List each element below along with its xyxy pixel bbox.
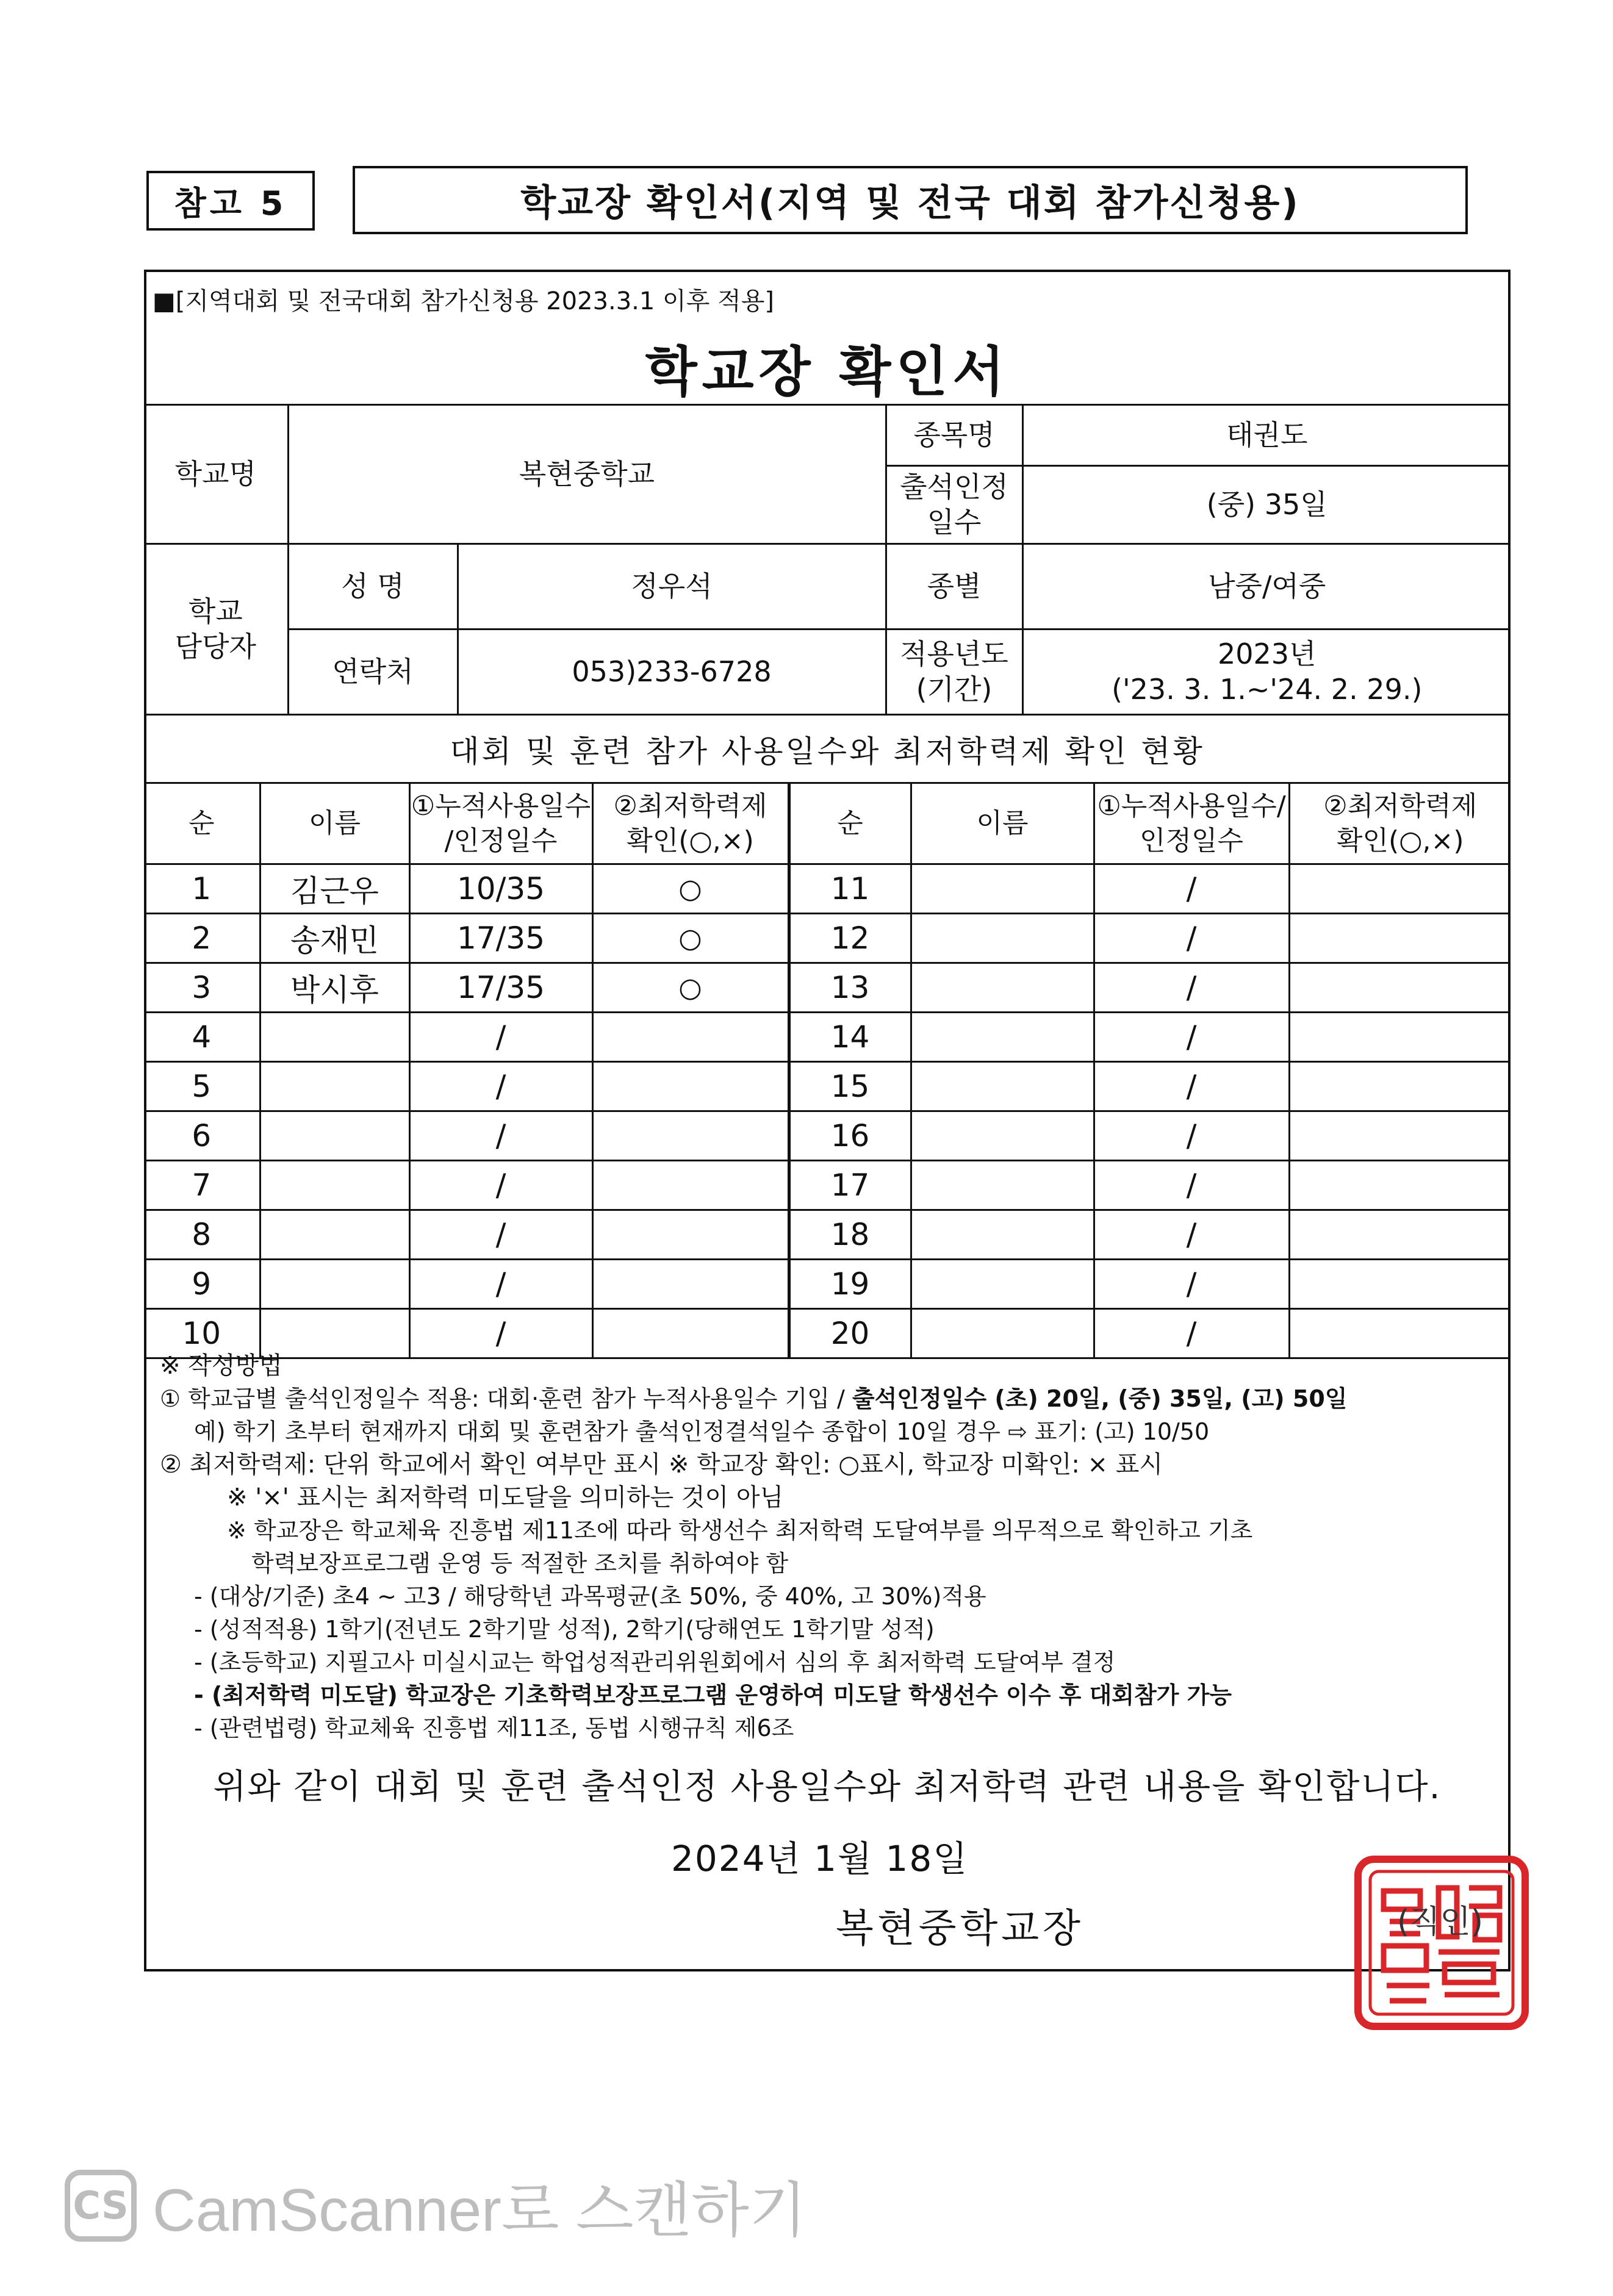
row-days-left: / [409,1062,592,1111]
row-days-right: / [1094,1161,1289,1210]
row-name-right [911,914,1094,963]
row-no-right: 15 [789,1062,911,1111]
row-name-left [260,1062,409,1111]
header-name-left: 이름 [260,783,409,864]
camscanner-logo-icon: CS [65,2170,137,2242]
row-check-right [1289,1210,1511,1260]
row-check-right [1289,1260,1511,1309]
row-no-left: 4 [144,1013,260,1062]
seal-label: (직인) [1397,1904,1484,1940]
row-name-right [911,1013,1094,1062]
table-row [144,1111,1511,1161]
applicability-note: ■[지역대회 및 전국대회 참가신청용 2023.3.1 이후 적용] [153,287,774,315]
staff-label: 학교 담당자 [144,544,288,715]
school-name-value: 복현중학교 [288,405,886,544]
row-no-left: 7 [144,1161,260,1210]
staff-name-label: 성 명 [288,544,458,630]
row-check-left [592,1013,789,1062]
row-days-left: / [409,1161,592,1210]
attendance-days-value: (중) 35일 [1022,466,1511,544]
method-line-2: 예) 학기 초부터 현재까지 대회 및 훈련참가 출석인정결석일수 종합이 10일 경우 ⇨ 표기: (고) 10/50 [194,1418,1210,1445]
row-no-right: 13 [789,963,911,1013]
row-days-left: 17/35 [409,914,592,963]
row-check-right [1289,1111,1511,1161]
row-name-right [911,963,1094,1013]
sport-value: 태권도 [1022,405,1511,466]
row-name-right [911,1161,1094,1210]
method-line-1-bold: 출석인정일수 (초) 20일, (중) 35일, (고) 50일 [852,1385,1348,1412]
row-check-left [592,1111,789,1161]
header-check-left: ②최저학력제 확인(○,×) [592,783,789,864]
method-line-1-text: ① 학교급별 출석인정일수 적용: 대회·훈련 참가 누적사용일수 기입 / [160,1385,852,1412]
row-no-right: 14 [789,1013,911,1062]
row-check-right [1289,963,1511,1013]
row-name-left: 박시후 [260,963,409,1013]
school-name-label: 학교명 [144,405,288,544]
row-check-left [592,1260,789,1309]
form-title: 학교장 확인서(지역 및 전국 대회 참가신청용) [353,166,1468,234]
sport-label: 종목명 [886,405,1022,466]
row-days-right: / [1094,1013,1289,1062]
row-days-left: / [409,1309,592,1358]
row-check-right [1289,914,1511,963]
method-line-11: - (관련법령) 학교체육 진흥법 제11조, 동법 시행규칙 제6조 [194,1715,794,1742]
row-check-right [1289,1161,1511,1210]
issue-date: 2024년 1월 18일 [671,1838,969,1879]
row-name-left [260,1260,409,1309]
row-check-left [592,1161,789,1210]
method-line-8: - (성적적용) 1학기(전년도 2학기말 성적), 2학기(당해연도 1학기말 성적) [194,1616,935,1643]
row-name-left: 김근우 [260,864,409,914]
row-days-left: / [409,1210,592,1260]
table-row [144,914,1511,963]
gender-label: 종별 [886,544,1022,630]
row-no-left: 9 [144,1260,260,1309]
row-name-right [911,1210,1094,1260]
row-no-left: 2 [144,914,260,963]
contact-label: 연락처 [288,630,458,715]
reference-label: 참고 5 [146,171,315,231]
table-header-row [144,783,1511,864]
table-row [144,1260,1511,1309]
row-no-right: 12 [789,914,911,963]
row-check-left: ○ [592,864,789,914]
row-no-left: 10 [144,1309,260,1358]
header-name-right: 이름 [911,783,1094,864]
gender-value: 남중/여중 [1022,544,1511,630]
confirmation-statement: 위와 같이 대회 및 훈련 출석인정 사용일수와 최저학력 관련 내용을 확인합니다. [213,1767,1442,1807]
row-name-left [260,1013,409,1062]
row-days-right: / [1094,1210,1289,1260]
period-value: 2023년 ('23. 3. 1.~'24. 2. 29.) [1022,630,1511,715]
method-line-3: ② 최저학력제: 단위 학교에서 확인 여부만 표시 ※ 학교장 확인: ○표시, 학교장 미확인: × 표시 [160,1451,1163,1479]
row-check-left: ○ [592,963,789,1013]
row-name-left [260,1210,409,1260]
method-heading: ※ 작성방법 [160,1352,282,1380]
row-check-left [592,1210,789,1260]
method-line-7: - (대상/기준) 초4 ~ 고3 / 해당학년 과목평균(초 50%, 중 40%, 고 30%)적용 [194,1583,986,1610]
row-no-left: 3 [144,963,260,1013]
row-no-right: 19 [789,1260,911,1309]
row-check-right [1289,1013,1511,1062]
row-no-left: 1 [144,864,260,914]
row-name-right [911,864,1094,914]
writing-method [160,1349,1502,1745]
table-row [144,1062,1511,1111]
attendance-days-label: 출석인정 일수 [886,466,1022,544]
row-days-left: / [409,1013,592,1062]
row-days-left: / [409,1260,592,1309]
row-days-left: 10/35 [409,864,592,914]
method-line-5: ※ 학교장은 학교체육 진흥법 제11조에 따라 학생선수 최저학력 도달여부를 의무적으로 확인하고 기초 [227,1517,1253,1544]
watermark-text: CamScanner로 스캔하기 [153,2176,807,2244]
method-line-10: - (최저학력 미도달) 학교장은 기초학력보장프로그램 운영하여 미도달 학생선수 이수 후 대회참가 가능 [194,1682,1232,1709]
row-no-right: 17 [789,1161,911,1210]
row-no-right: 11 [789,864,911,914]
principal-signature: 복현중학교장 [836,1906,1084,1951]
row-days-right: / [1094,1260,1289,1309]
row-no-left: 6 [144,1111,260,1161]
row-days-left: 17/35 [409,963,592,1013]
method-line-9: - (초등학교) 지필고사 미실시교는 학업성적관리위원회에서 심의 후 최저학력 도달여부 결정 [194,1649,1116,1676]
status-section-title: 대회 및 훈련 참가 사용일수와 최저학력제 확인 현황 [144,714,1511,782]
row-no-left: 5 [144,1062,260,1111]
school-info-table [144,404,1511,716]
table-row [144,1013,1511,1062]
row-no-right: 20 [789,1309,911,1358]
header-check-right: ②최저학력제 확인(○,×) [1289,783,1511,864]
row-days-right: / [1094,963,1289,1013]
row-no-left: 8 [144,1210,260,1260]
staff-name-value: 정우석 [458,544,886,630]
row-name-left [260,1161,409,1210]
row-days-right: / [1094,914,1289,963]
table-row [144,864,1511,914]
table-row [144,963,1511,1013]
table-row [144,1210,1511,1260]
header-days-right: ①누적사용일수/ 인정일수 [1094,783,1289,864]
row-name-right [911,1111,1094,1161]
header-no-left: 순 [144,783,260,864]
header-no-right: 순 [789,783,911,864]
official-seal-stamp [1353,1854,1530,2031]
document-title: 학교장 확인서 [645,340,1010,403]
row-no-right: 18 [789,1210,911,1260]
method-line-6: 학력보장프로그램 운영 등 적절한 조치를 취하여야 함 [251,1550,789,1577]
table-row [144,1161,1511,1210]
row-days-right: / [1094,1062,1289,1111]
row-check-left [592,1062,789,1111]
row-days-right: / [1094,1111,1289,1161]
row-name-left [260,1111,409,1161]
row-no-right: 16 [789,1111,911,1161]
row-name-right [911,1062,1094,1111]
row-check-right [1289,864,1511,914]
method-line-1 [160,1382,1502,1415]
scanner-watermark [65,2162,807,2248]
row-days-right: / [1094,1309,1289,1358]
row-check-left: ○ [592,914,789,963]
row-check-right [1289,1062,1511,1111]
row-name-left: 송재민 [260,914,409,963]
row-name-right [911,1260,1094,1309]
header-days-left: ①누적사용일수 /인정일수 [409,783,592,864]
period-label: 적용년도 (기간) [886,630,1022,715]
method-line-4: ※ '×' 표시는 최저학력 미도달을 의미하는 것이 아님 [227,1483,784,1512]
participant-table [144,782,1511,1359]
row-days-right: / [1094,864,1289,914]
row-days-left: / [409,1111,592,1161]
contact-value: 053)233-6728 [458,630,886,715]
